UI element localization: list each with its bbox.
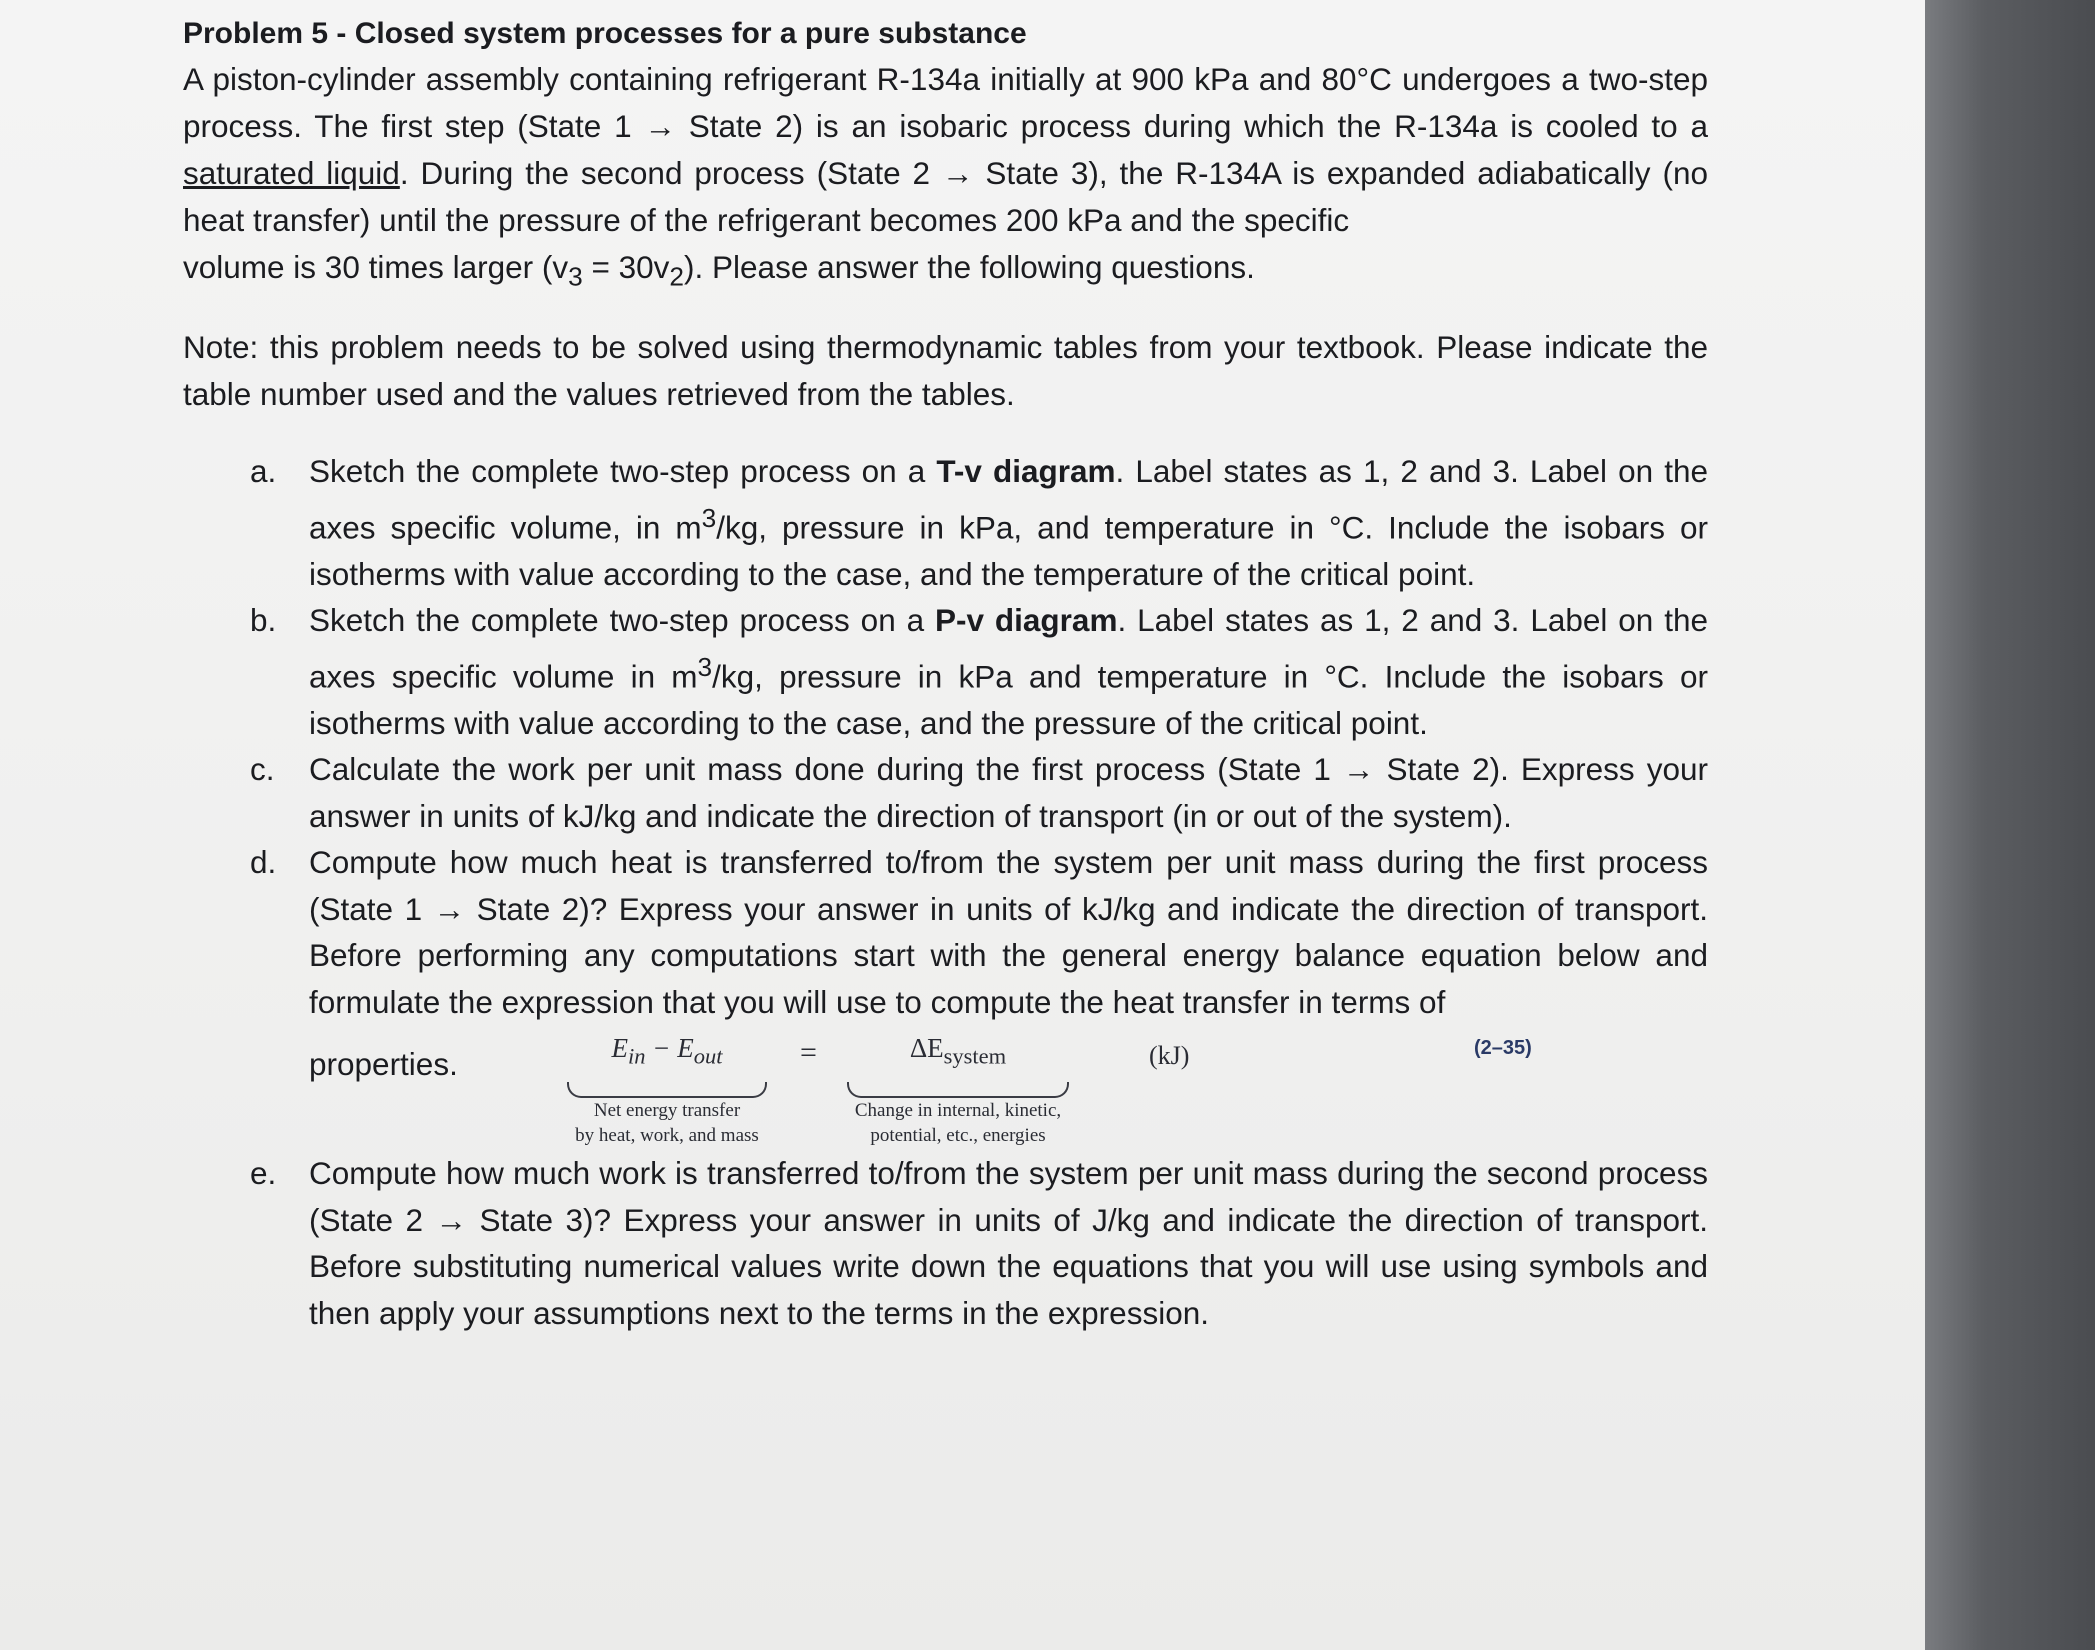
problem-statement: A piston-cylinder assembly containing refrigerant R-134a initially at 900 kPa and 80°C undergoes a two-step process. The first step (State 1 → State 2) is an isobaric process during which the R-134a is cooled to a saturated liquid. During the second process (State 2 → State 3), the R-134A is expanded adiabatically (no heat transfer) until the pressure of the refrigerant becomes 200 kPa and the specific volume is 30 times larger $(v_3 = 30v_2)$. Please answer the following questions. [183,61,1708,292]
problem-title: Problem 5 - Closed system processes for a pure substance [183,17,1027,50]
equation-number: (2–35) [1474,1037,1532,1060]
question-marker: e. [250,1155,277,1192]
equation-unit: (kJ) [1149,1041,1190,1071]
equation-lhs: $E_{in} - E_{out}$ Net energy transfer by heat, work, and mass [567,1025,767,1148]
energy-balance-equation: properties. $E_{in} - E_{out}$ Net energy transfer by heat, work, and mass = $\Delta E_{system}$ Change in internal, kinetic, potential, etc., energies (kJ) (2–35) [309,1025,1708,1150]
question-marker: c. [250,751,275,788]
equals-sign: = [800,1036,817,1070]
question-marker: b. [250,602,277,639]
underbrace [847,1082,1069,1098]
question-c: c. Calculate the work per unit mass done during the first process (State 1 → State 2). Express your answer in units of kJ/kg and indicate the direction of transport (in or out of the system). [183,746,1708,839]
equation-rhs: $\Delta E_{system}$ Change in internal, kinetic, potential, etc., energies [847,1025,1069,1148]
problem-note: Note: this problem needs to be solved using thermodynamic tables from your textbook. Please indicate the table number used and the values retrieved from the tables. [183,329,1708,413]
question-list [183,448,1708,1336]
background-edge [1925,0,2095,1650]
question-e: e. Compute how much work is transferred to/from the system per unit mass during the second process (State 2 → State 3)? Express your answer in units of J/kg and indicate the direction of transport. Before substituting numerical values write down the equations that you will use using symbols and then apply your assumptions next to the terms in the expression. [183,1150,1708,1336]
question-b: b. Sketch the complete two-step process on a P-v diagram. Label states as 1, 2 and 3. Label on the axes specific volume in $m^3/kg$, pressure in kPa and temperature in °C. Include the isobars or isotherms with value according to the case, and the pressure of the critical point. [183,597,1708,746]
question-d: d. Compute how much heat is transferred to/from the system per unit mass during the first process (State 1 → State 2)? Express your answer in units of kJ/kg and indicate the direction of transport. Before performing any computations start with the general energy balance equation below and formulate the expression that you will use to compute the heat transfer in terms of properties. $E_{in} - E_{out}$ Net energy transfer by heat, work, and mass = $\Delta E_{system}$ Change in internal, kinetic, potential, etc., energies (kJ) (2–35) [183,839,1708,1150]
underbrace [567,1082,767,1098]
question-marker: a. [250,453,277,490]
underlined-term: saturated liquid [183,155,400,191]
question-a: a. Sketch the complete two-step process on a T-v diagram. Label states as 1, 2 and 3. Label on the axes specific volume, in $m^3/kg$, pressure in kPa, and temperature in °C. Include the isobars or isotherms with value according to the case, and the temperature of the critical point. [183,448,1708,597]
question-marker: d. [250,844,277,881]
problem-document [183,12,1708,1336]
